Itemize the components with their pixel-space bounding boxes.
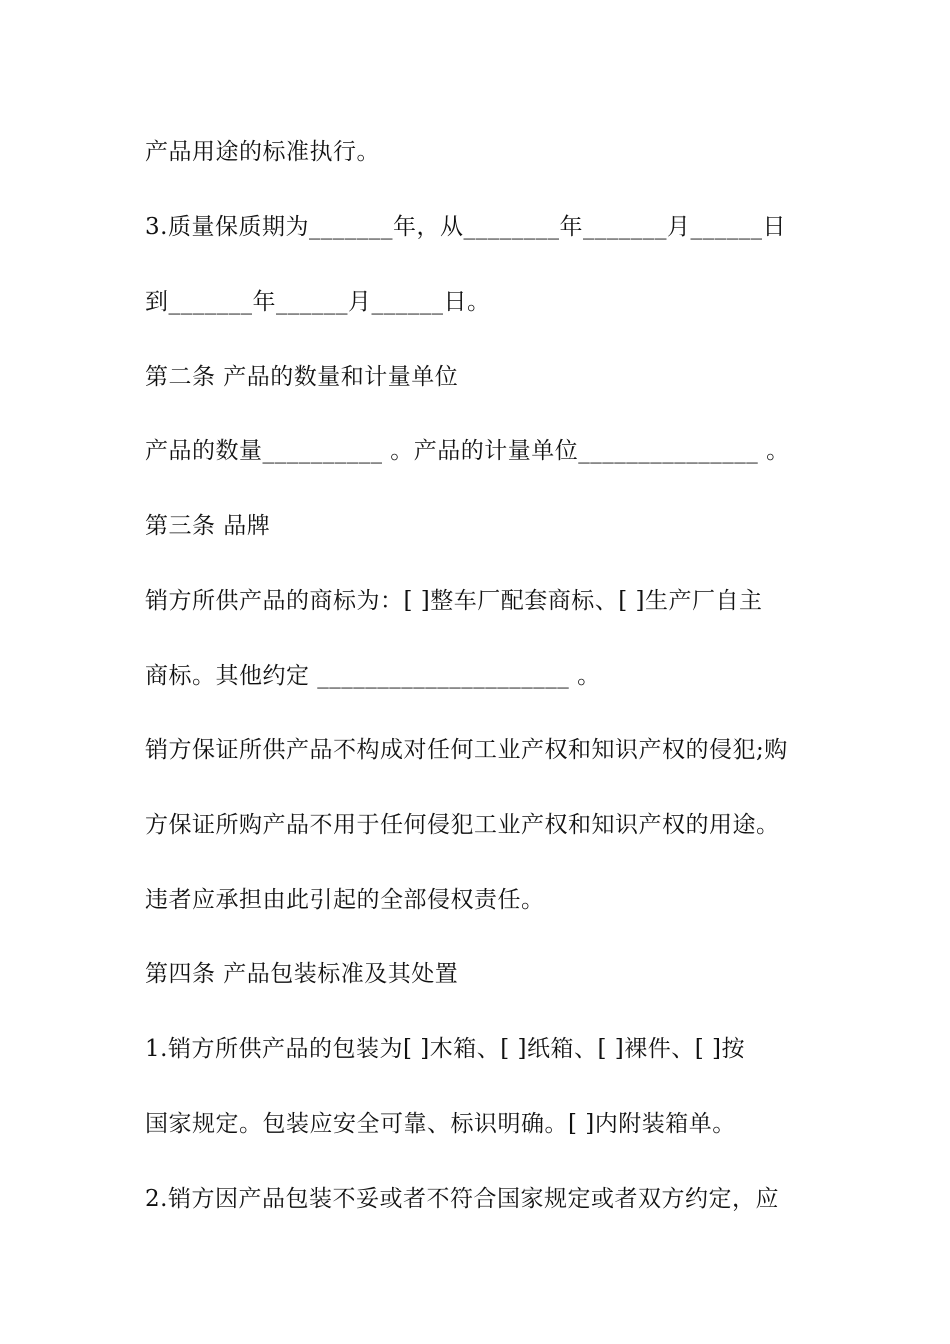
paragraph-line: 商标。其他约定 _____________________ 。 (145, 663, 601, 689)
paragraph-line: 1.销方所供产品的包装为[ ]木箱、[ ]纸箱、[ ]裸件、[ ]按 (145, 1036, 745, 1062)
section-heading: 第二条 产品的数量和计量单位 (145, 364, 459, 390)
paragraph-line: 产品用途的标准执行。 (145, 139, 380, 165)
paragraph-line: 2.销方因产品包装不妥或者不符合国家规定或者双方约定，应 (145, 1186, 779, 1212)
paragraph-line: 方保证所购产品不用于任何侵犯工业产权和知识产权的用途。 (145, 812, 780, 838)
paragraph-line: 3.质量保质期为_______年，从________年_______月______日 (145, 214, 786, 240)
section-heading: 第四条 产品包装标准及其处置 (145, 961, 459, 987)
section-heading: 第三条 品牌 (145, 513, 271, 539)
paragraph-line: 销方保证所供产品不构成对任何工业产权和知识产权的侵犯;购 (145, 737, 788, 763)
paragraph-line: 销方所供产品的商标为：[ ]整车厂配套商标、[ ]生产厂自主 (145, 588, 763, 614)
paragraph-line: 到_______年______月______日。 (145, 289, 491, 315)
paragraph-line: 国家规定。包装应安全可靠、标识明确。[ ]内附装箱单。 (145, 1111, 736, 1137)
paragraph-line: 违者应承担由此引起的全部侵权责任。 (145, 887, 545, 913)
paragraph-line: 产品的数量__________ 。产品的计量单位_______________ 。 (145, 438, 790, 464)
